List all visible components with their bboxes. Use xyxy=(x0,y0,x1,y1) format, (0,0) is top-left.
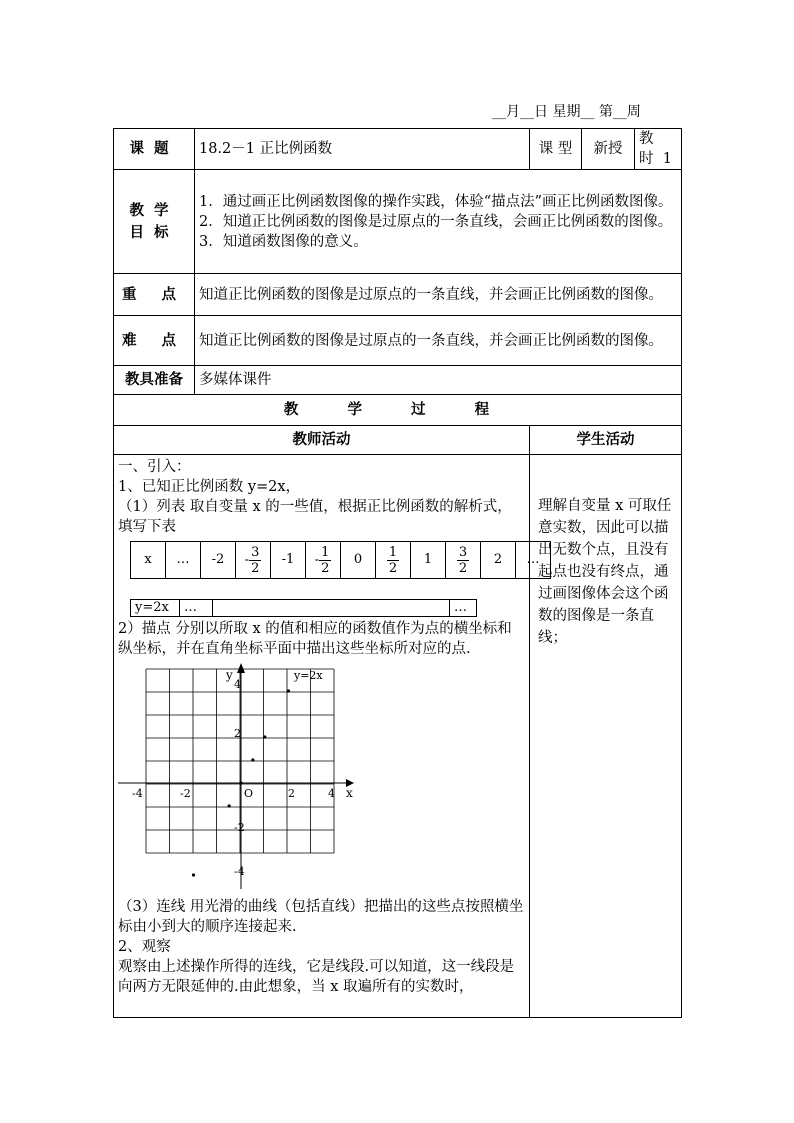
key-label: 重 点 xyxy=(114,274,195,316)
plotted-point xyxy=(263,735,266,738)
type-value: 新授 xyxy=(582,129,635,170)
y-label: y=2x xyxy=(131,600,180,617)
x-tick-label: -4 xyxy=(132,787,143,800)
ellipsis-cell: … xyxy=(450,600,477,617)
ellipsis-cell: … xyxy=(180,600,213,617)
process-title-row xyxy=(114,395,682,426)
plotted-point xyxy=(251,758,254,761)
coordinate-graph xyxy=(118,661,378,891)
ellipsis-cell: … xyxy=(166,542,201,579)
y-tick-label: -2 xyxy=(234,821,245,834)
y-axis-label: y xyxy=(226,668,233,682)
paragraph: 2）描点 分别以所取 x 的值和相应的函数值作为点的横坐标和纵坐标，并在直角坐标平面中描出这些坐标所对应的点. xyxy=(118,621,512,657)
x-label: x xyxy=(131,542,166,579)
x-cell: -2 xyxy=(201,542,236,579)
plotted-point xyxy=(192,873,195,876)
ellipsis-cell: … xyxy=(516,542,551,579)
x-cell: 1 xyxy=(411,542,446,579)
process-row xyxy=(114,455,682,1018)
paragraph: 观察由上述操作所得的连线，它是线段.可以知道，这一线段是向两方无限延伸的.由此想象，当 x 取遍所有的实数时， xyxy=(118,959,515,995)
goals-label: 教学目标 xyxy=(114,170,195,274)
x-tick-label: 4 xyxy=(328,787,335,800)
topic-row xyxy=(114,129,682,170)
lesson-plan-table xyxy=(113,128,682,1018)
x-cell: $\frac{3}{2}$ xyxy=(446,542,481,579)
x-cell: $\frac{1}{2}$ xyxy=(376,542,411,579)
y-axis-arrow xyxy=(237,663,245,673)
plotted-point xyxy=(239,781,242,784)
y-tick-label: 4 xyxy=(234,678,241,691)
goal-item: 1．通过画正比例函数图像的操作实践，体验“描点法”画正比例函数图像。 xyxy=(199,193,673,210)
x-cell: - $\frac{1}{2}$ xyxy=(306,542,341,579)
column-header-row xyxy=(114,426,682,455)
goal-item: 3．知道函数图像的意义。 xyxy=(199,233,368,250)
plotted-point xyxy=(287,689,290,692)
x-tick-label: -2 xyxy=(180,787,191,800)
hours-cell xyxy=(635,129,682,170)
key-value: 知道正比例函数的图像是过原点的一条直线，并会画正比例函数的图像。 xyxy=(195,274,682,316)
goal-item: 2．知道正比例函数的图像是过原点的一条直线，会画正比例函数的图像。 xyxy=(199,213,673,230)
topic-value: 18.2－1 正比例函数 xyxy=(195,129,530,170)
paragraph: （1）列表 取自变量 x 的一些值，根据正比例函数的解析式，填写下表 xyxy=(118,499,512,535)
tools-label: 教具准备 xyxy=(114,366,195,395)
date-line: __月__日 星期__ 第__周 xyxy=(492,104,641,120)
hours-value: 1 xyxy=(662,151,672,167)
topic-label: 课题 xyxy=(114,129,195,170)
process-title: 教 学 过 程 xyxy=(114,395,682,426)
x-cell: -1 xyxy=(271,542,306,579)
x-tick-label: 2 xyxy=(288,787,295,800)
goals-row xyxy=(114,170,682,274)
intro-heading: 一、引入： xyxy=(118,459,191,475)
plotted-point xyxy=(228,804,231,807)
difficulty-value: 知道正比例函数的图像是过原点的一条直线，并会画正比例函数的图像。 xyxy=(195,316,682,366)
y-tick-label: 2 xyxy=(234,727,241,740)
type-label: 课 型 xyxy=(530,129,582,170)
tools-value: 多媒体课件 xyxy=(195,366,682,395)
student-activity: 理解自变量 x 可取任意实数，因此可以描出无数个点，且没有起点也没有终点，通过画图像体会这个函数的图像是一条直线； xyxy=(530,455,682,1018)
paragraph: 1、已知正比例函数 y=2x， xyxy=(118,479,301,495)
hours-label: 教 时 xyxy=(639,131,654,167)
value-table-y xyxy=(130,599,477,617)
teacher-col-header: 教师活动 xyxy=(114,426,530,455)
paragraph: （3）连线 用光滑的曲线（包括直线）把描出的这些点按照横坐标由小到大的顺序连接起来. xyxy=(118,899,524,935)
origin-label: O xyxy=(244,787,254,800)
x-cell: 2 xyxy=(481,542,516,579)
x-cell: 0 xyxy=(341,542,376,579)
line-label: y=2x xyxy=(294,669,323,682)
paragraph: 2、观察 xyxy=(118,939,171,955)
value-table-x xyxy=(130,541,551,579)
goals-cell xyxy=(195,170,682,274)
x-cell: - $\frac{3}{2}$ xyxy=(236,542,271,579)
key-row xyxy=(114,274,682,316)
y-cell xyxy=(213,600,450,617)
difficulty-label: 难 点 xyxy=(114,316,195,366)
tools-row xyxy=(114,366,682,395)
y-tick-label: -4 xyxy=(234,865,245,878)
x-axis-label: x xyxy=(346,786,353,800)
student-col-header: 学生活动 xyxy=(530,426,682,455)
teacher-activity xyxy=(114,455,540,1018)
difficulty-row xyxy=(114,316,682,366)
